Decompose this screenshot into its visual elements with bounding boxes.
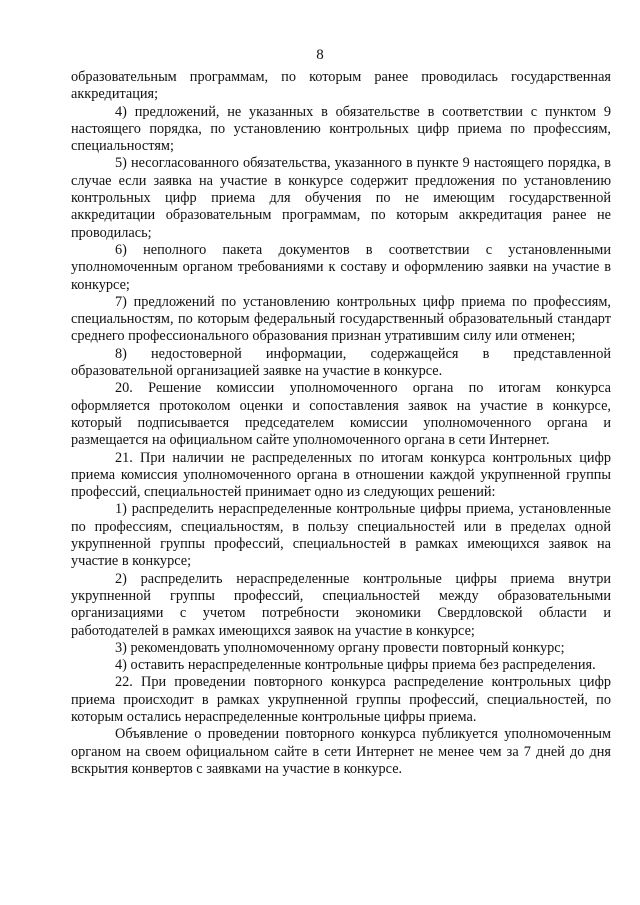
decision-option-3: 3) рекомендовать уполномоченному органу провести повторный конкурс; xyxy=(115,639,565,656)
list-item-4: 4) предложений, не указанных в обязательстве в соответствии с пунктом 9 настоящего порядка, по установлению контрольных цифр приема по профессиям, специальностям; xyxy=(71,103,611,155)
list-item-6: 6) неполного пакета документов в соответствии с установленными уполномоченным органом требованиями к составу и оформлению заявки на участие в конкурсе; xyxy=(71,241,611,293)
list-item-5: 5) несогласованного обязательства, указанного в пункте 9 настоящего порядка, в случае если заявка на участие в конкурсе содержит предложения по установлению контрольных цифр приема для обучения по не имеющим государственной аккредитации образовательным программам, по которым аккредитация ранее не проводилась; xyxy=(71,155,611,241)
clause-21: 21. При наличии не распределенных по итогам конкурса контрольных цифр приема комиссия уполномоченного органа в отношении каждой укрупненной группы профессий, специальностей принимает одно из следующих решений: xyxy=(71,449,611,501)
decision-option-2: 2) распределить нераспределенные контрольные цифры приема внутри укрупненной группы профессий, специальностей между образовательными организациями с учетом потребности экономики Свердловской области и работодателей в рамках имеющихся заявок на участие в конкурсе; xyxy=(71,570,611,639)
decision-option-4: 4) оставить нераспределенные контрольные цифры приема без распределения. xyxy=(115,657,596,674)
list-item-8: 8) недостоверной информации, содержащейся в представленной образовательной организацией заявке на участие в конкурсе. xyxy=(71,345,611,380)
announcement-paragraph: Объявление о проведении повторного конкурса публикуется уполномоченным органом на своем официальном сайте в сети Интернет не менее чем за 7 дней до дня вскрытия конвертов с заявками на участие в конкурсе. xyxy=(71,726,611,777)
decision-option-1: 1) распределить нераспределенные контрольные цифры приема, установленные по профессиям, специальностям, в пользу специальностей или в пределах одной укрупненной группы профессий, специальностей в рамках имеющихся заявок на участие в конкурсе; xyxy=(71,501,611,570)
document-body xyxy=(71,69,611,778)
paragraph-continuation: образовательным программам, по которым ранее проводилась государственная аккредитация; xyxy=(71,69,611,103)
clause-22: 22. При проведении повторного конкурса распределение контрольных цифр приема происходит в рамках укрупненной группы профессий, специальностей, по которым остались нераспределенные контрольные цифры приема. xyxy=(71,674,611,725)
list-item-7: 7) предложений по установлению контрольных цифр приема по профессиям, специальностям, по которым федеральный государственный образовательный стандарт среднего профессионального образования признан утратившим силу или отменен; xyxy=(71,293,611,345)
clause-20: 20. Решение комиссии уполномоченного органа по итогам конкурса оформляется протоколом оценки и сопоставления заявок на участие в конкурсе, который подписывается председателем комиссии уполномоченного органа и размещается на официальном сайте уполномоченного органа в сети Интернет. xyxy=(71,380,611,449)
page-number: 8 xyxy=(316,47,324,63)
